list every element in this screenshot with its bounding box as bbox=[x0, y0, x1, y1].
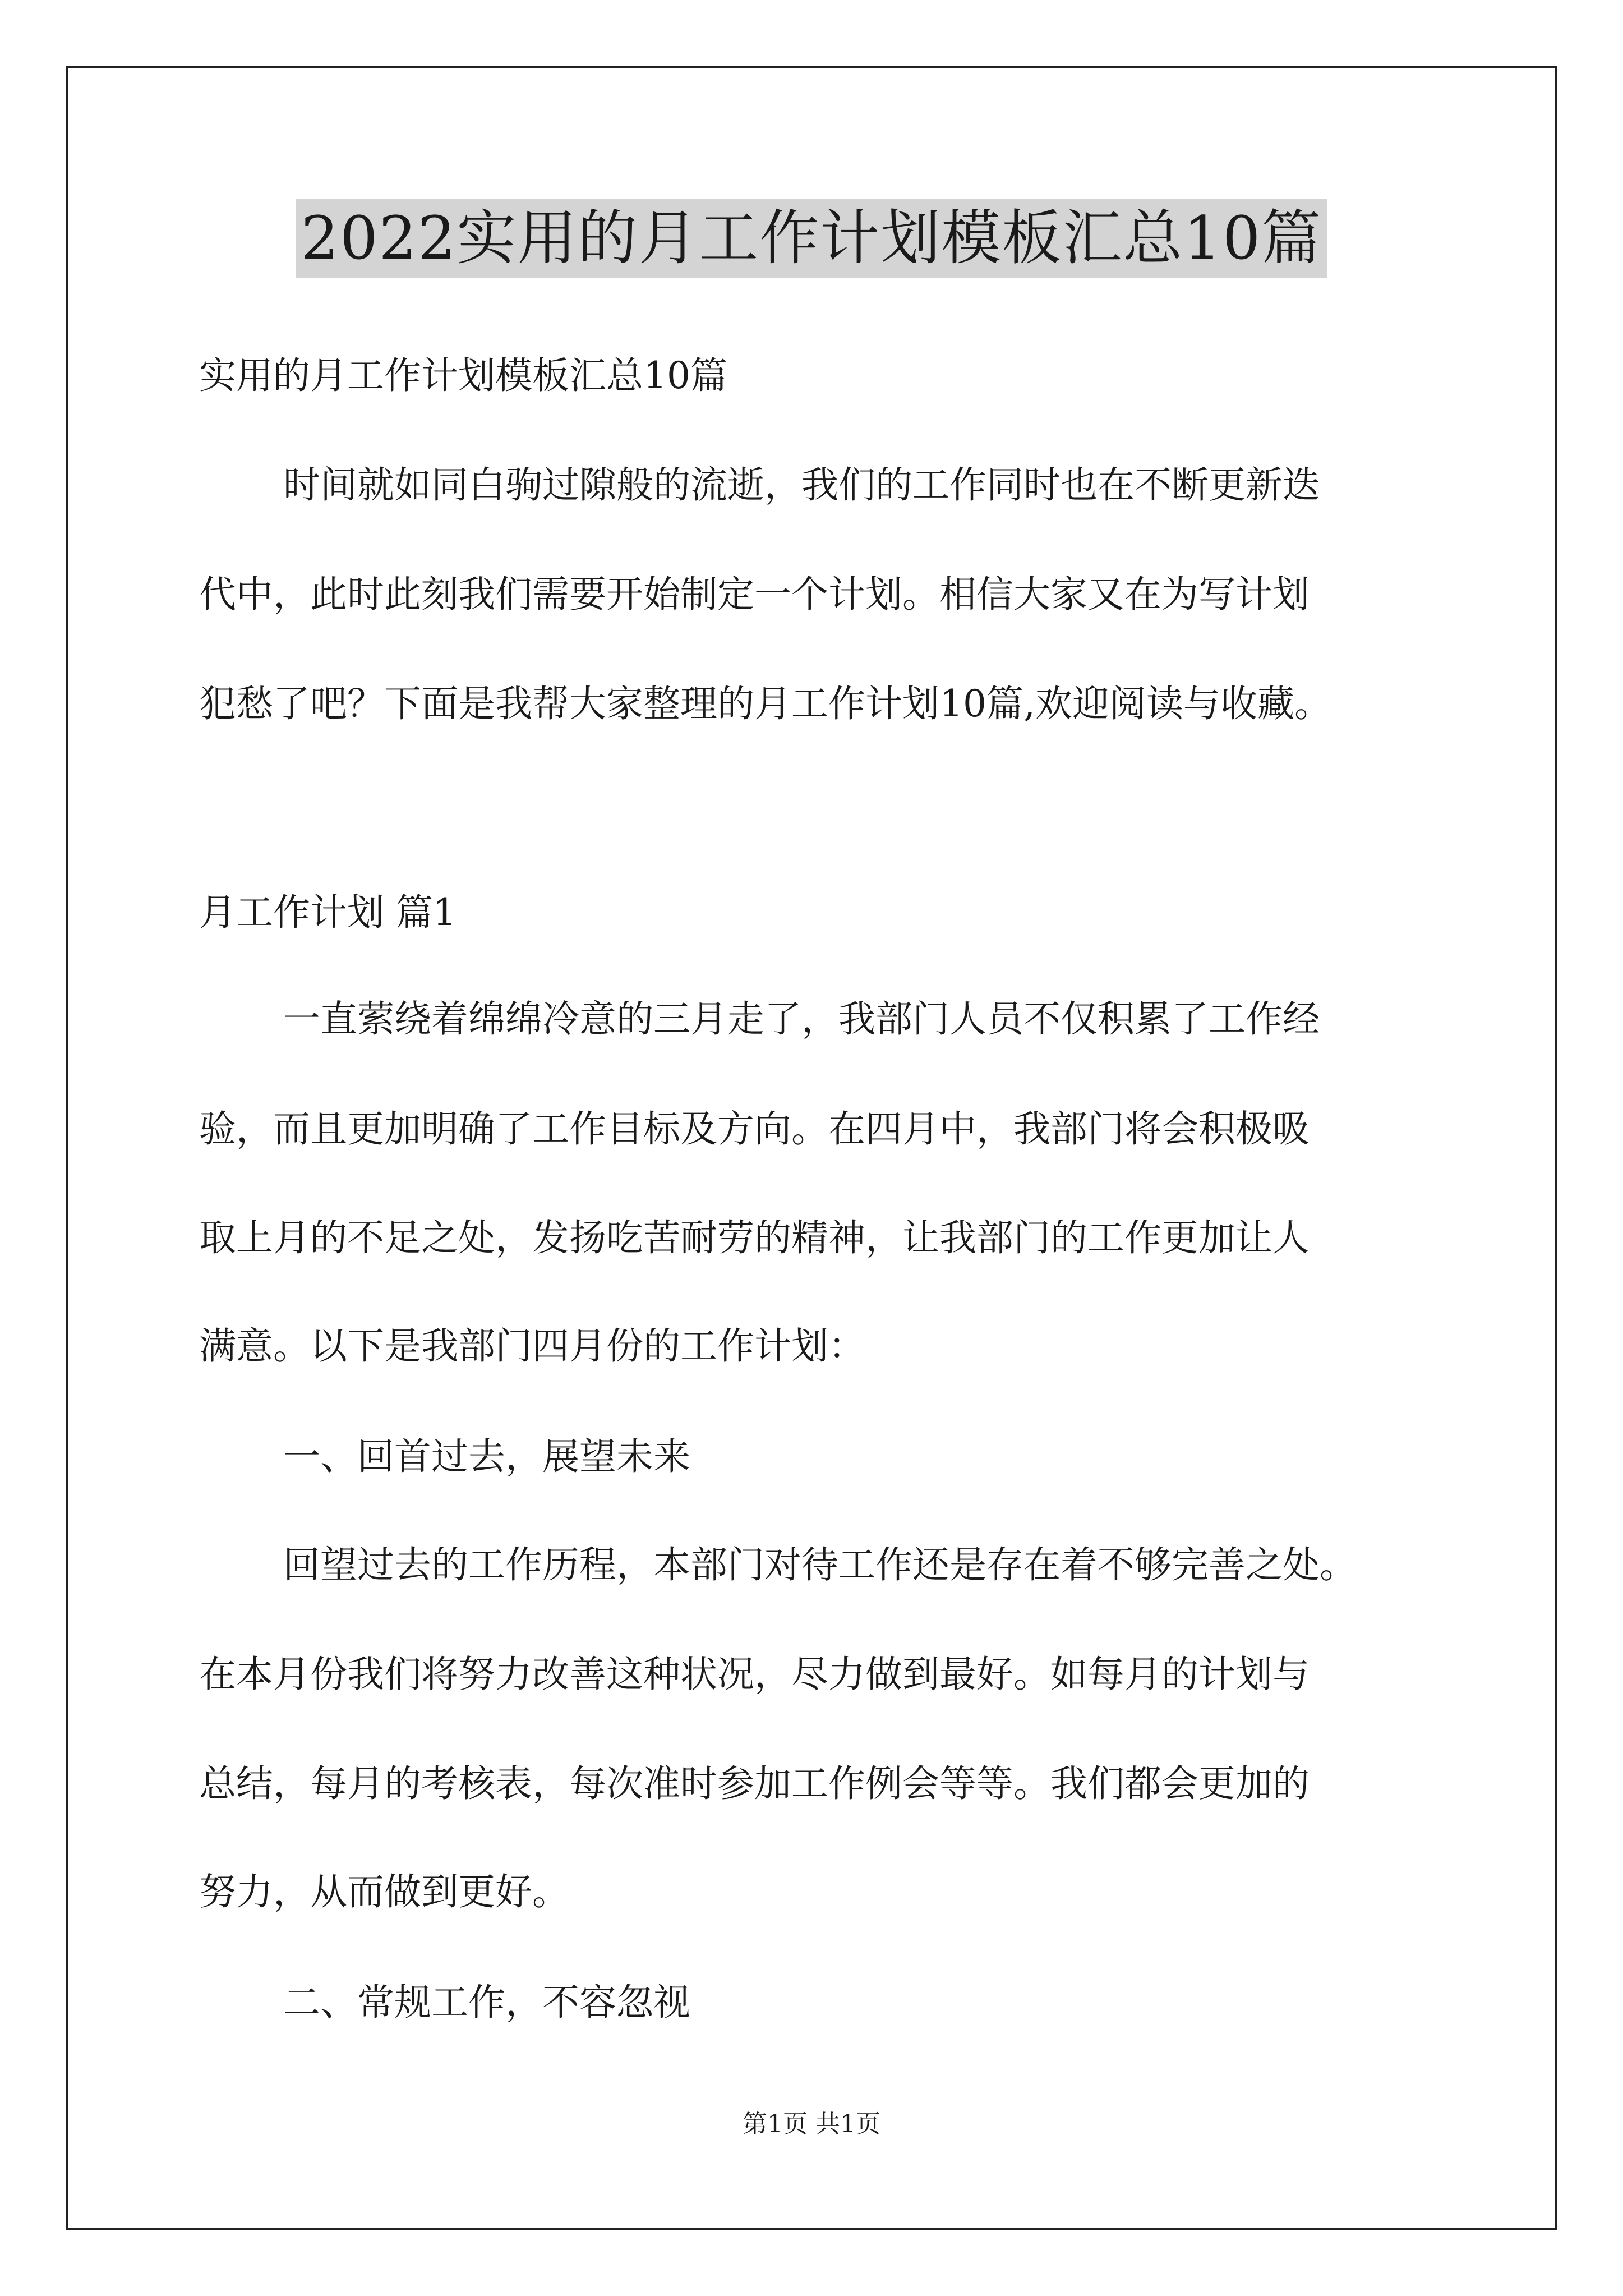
document-subtitle: 实用的月工作计划模板汇总10篇 bbox=[199, 354, 727, 397]
paragraph-line: 努力，从而做到更好。 bbox=[199, 1870, 569, 1913]
paragraph-line: 总结，每月的考核表，每次准时参加工作例会等等。我们都会更加的 bbox=[199, 1762, 1310, 1805]
paragraph-line: 取上月的不足之处，发扬吃苦耐劳的精神，让我部门的工作更加让人 bbox=[199, 1216, 1310, 1259]
paragraph-line: 验，而且更加明确了工作目标及方向。在四月中，我部门将会积极吸 bbox=[199, 1107, 1310, 1151]
intro-line: 犯愁了吧？下面是我帮大家整理的月工作计划10篇,欢迎阅读与收藏。 bbox=[199, 682, 1331, 725]
page-footer: 第1页 共1页 bbox=[743, 2110, 880, 2138]
document-title bbox=[0, 199, 1623, 278]
subheading-two: 二、常规工作，不容忽视 bbox=[283, 1981, 690, 2024]
paragraph-line: 一直萦绕着绵绵冷意的三月走了，我部门人员不仅积累了工作经 bbox=[283, 997, 1320, 1041]
subheading-one: 一、回首过去，展望未来 bbox=[283, 1435, 690, 1478]
intro-line: 代中，此时此刻我们需要开始制定一个计划。相信大家又在为写计划 bbox=[199, 573, 1310, 616]
section-heading: 月工作计划 篇1 bbox=[199, 891, 457, 934]
paragraph-line: 回望过去的工作历程，本部门对待工作还是存在着不够完善之处。 bbox=[283, 1543, 1357, 1586]
paragraph-line: 在本月份我们将努力改善这种状况，尽力做到最好。如每月的计划与 bbox=[199, 1653, 1310, 1696]
paragraph-line: 满意。以下是我部门四月份的工作计划： bbox=[199, 1324, 865, 1368]
document-title-text: 2022实用的月工作计划模板汇总10篇 bbox=[296, 199, 1328, 278]
intro-line: 时间就如同白驹过隙般的流逝，我们的工作同时也在不断更新迭 bbox=[283, 463, 1320, 507]
